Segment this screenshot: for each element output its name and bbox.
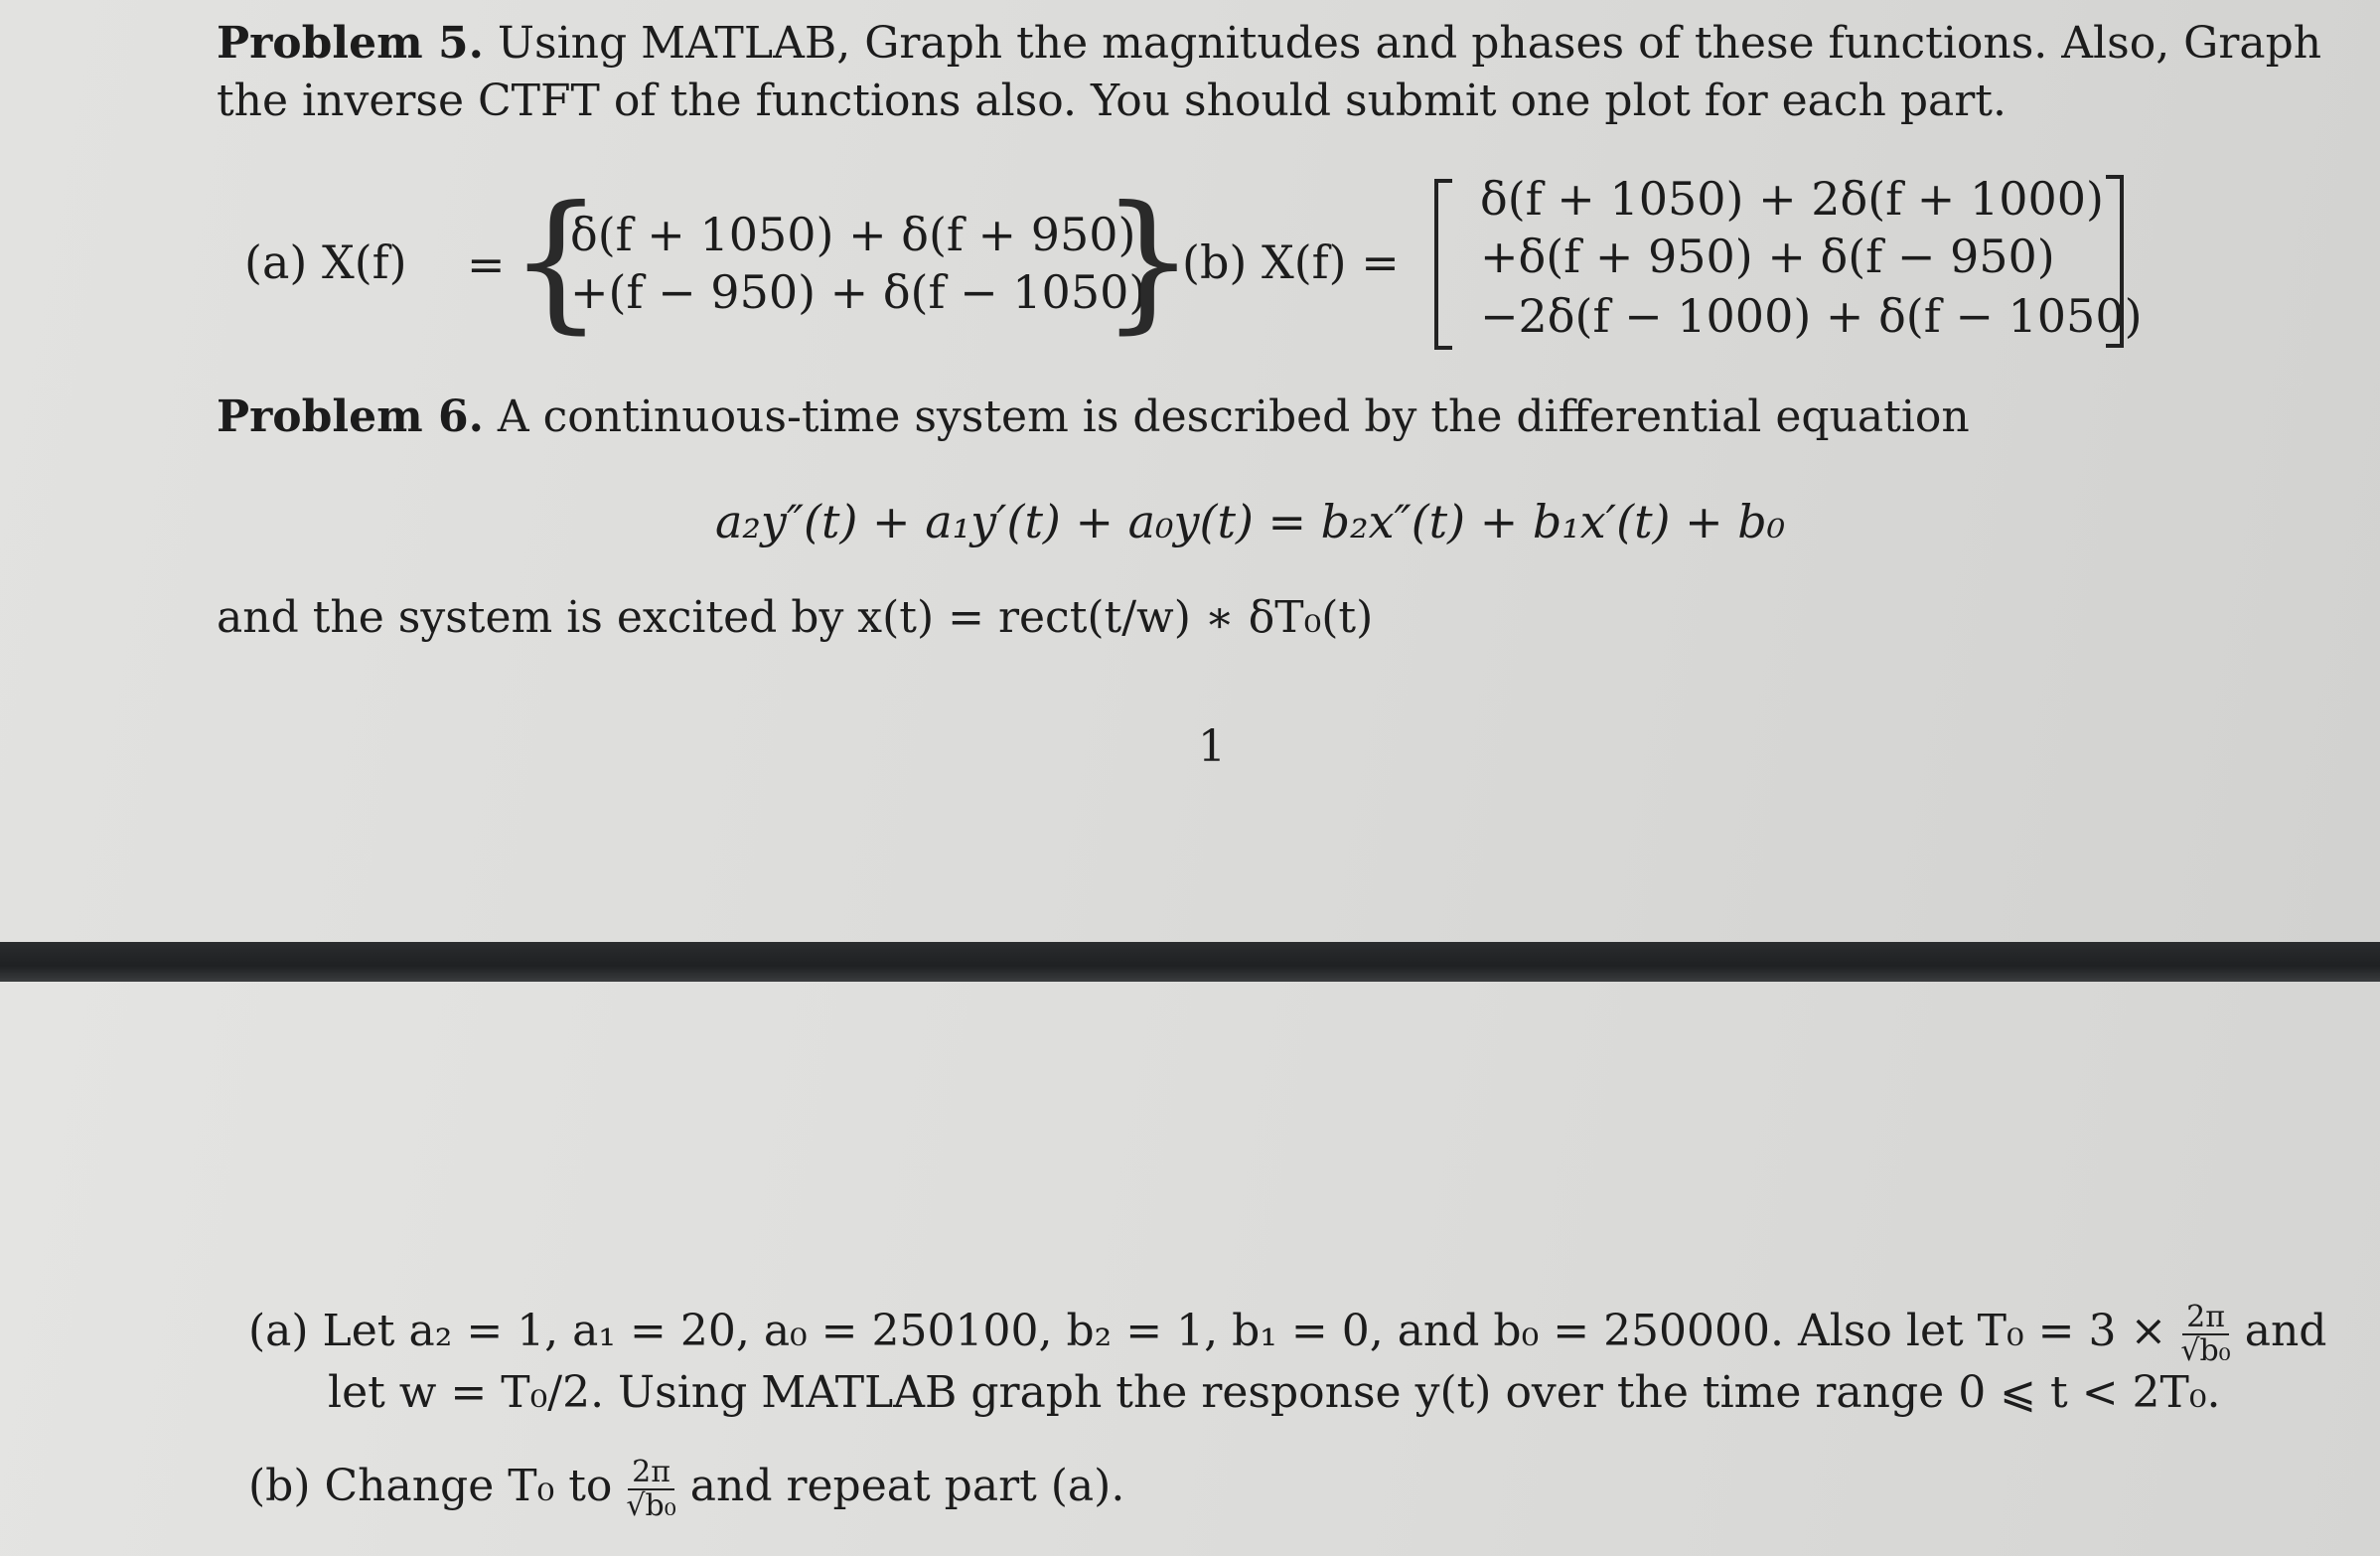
fraction-denominator: √b₀ [626, 1487, 676, 1523]
two-pi-over-root-b0-fraction [626, 1457, 675, 1521]
problem6-part-a-text: (a) Let a₂ = 1, a₁ = 20, a₀ = 250100, b₂ = 1, b₁ = 0, and b₀ = 250000. Also let T₀ = 3 × [248, 1306, 2167, 1356]
problem6-intro: A continuous-time system is described by the differential equation [497, 391, 1970, 442]
problem5-part-a-row1: δ(f + 1050) + δ(f + 950) [570, 208, 1136, 261]
problem5-part-b-row3: −2δ(f − 1000) + δ(f − 1050) [1480, 289, 2143, 343]
problem6-part-a-and: and [2244, 1306, 2327, 1356]
problem5-part-b-row2: +δ(f + 950) + δ(f − 950) [1480, 230, 2055, 283]
problem5-part-b-label: (b) X(f) = [1182, 235, 1400, 289]
problem5-part-a-equals: = [467, 237, 506, 291]
problem5-text-1: Using MATLAB, Graph the magnitudes and phases of these functions. Also, Graph [497, 18, 2322, 69]
page-number: 1 [1198, 721, 1226, 772]
problem6-part-a-line1 [248, 1302, 2326, 1366]
problem5-part-a-label: (a) X(f) [244, 235, 407, 289]
fraction-numerator: 2π [2182, 1302, 2229, 1335]
problem5-part-a-row2: +(f − 950) + δ(f − 1050) [570, 265, 1147, 319]
two-pi-over-root-b0-fraction [2180, 1302, 2230, 1366]
problem6-part-b-end: and repeat part (a). [689, 1461, 1125, 1511]
left-brace: { [509, 175, 604, 348]
problem6-part-b-line [248, 1457, 1124, 1521]
excitation-line: and the system is excited by x(t) = rect(t/w) ∗ δT₀(t) [217, 592, 1374, 643]
differential-equation: a₂y″(t) + a₁y′(t) + a₀y(t) = b₂x″(t) + b₁x′(t) + b₀ [715, 495, 1786, 548]
right-bracket [2106, 175, 2124, 348]
left-bracket [1434, 179, 1452, 350]
problem5-line2: the inverse CTFT of the functions also. You should submit one plot for each part. [217, 76, 2007, 126]
fraction-denominator: √b₀ [2180, 1332, 2231, 1368]
right-brace: } [1101, 175, 1196, 348]
problem6-line1 [217, 391, 1970, 444]
problem5-line1 [217, 18, 2321, 71]
page-divider [0, 942, 2380, 982]
problem6-part-a-line2: let w = T₀/2. Using MATLAB graph the response y(t) over the time range 0 ⩽ t < 2T₀. [328, 1367, 2221, 1418]
problem6-part-b-text: (b) Change T₀ to [248, 1461, 613, 1511]
problem5-label: Problem 5. [217, 18, 484, 69]
fraction-numerator: 2π [628, 1457, 674, 1490]
problem5-part-b-row1: δ(f + 1050) + 2δ(f + 1000) [1480, 172, 2104, 226]
problem6-label: Problem 6. [217, 391, 484, 442]
